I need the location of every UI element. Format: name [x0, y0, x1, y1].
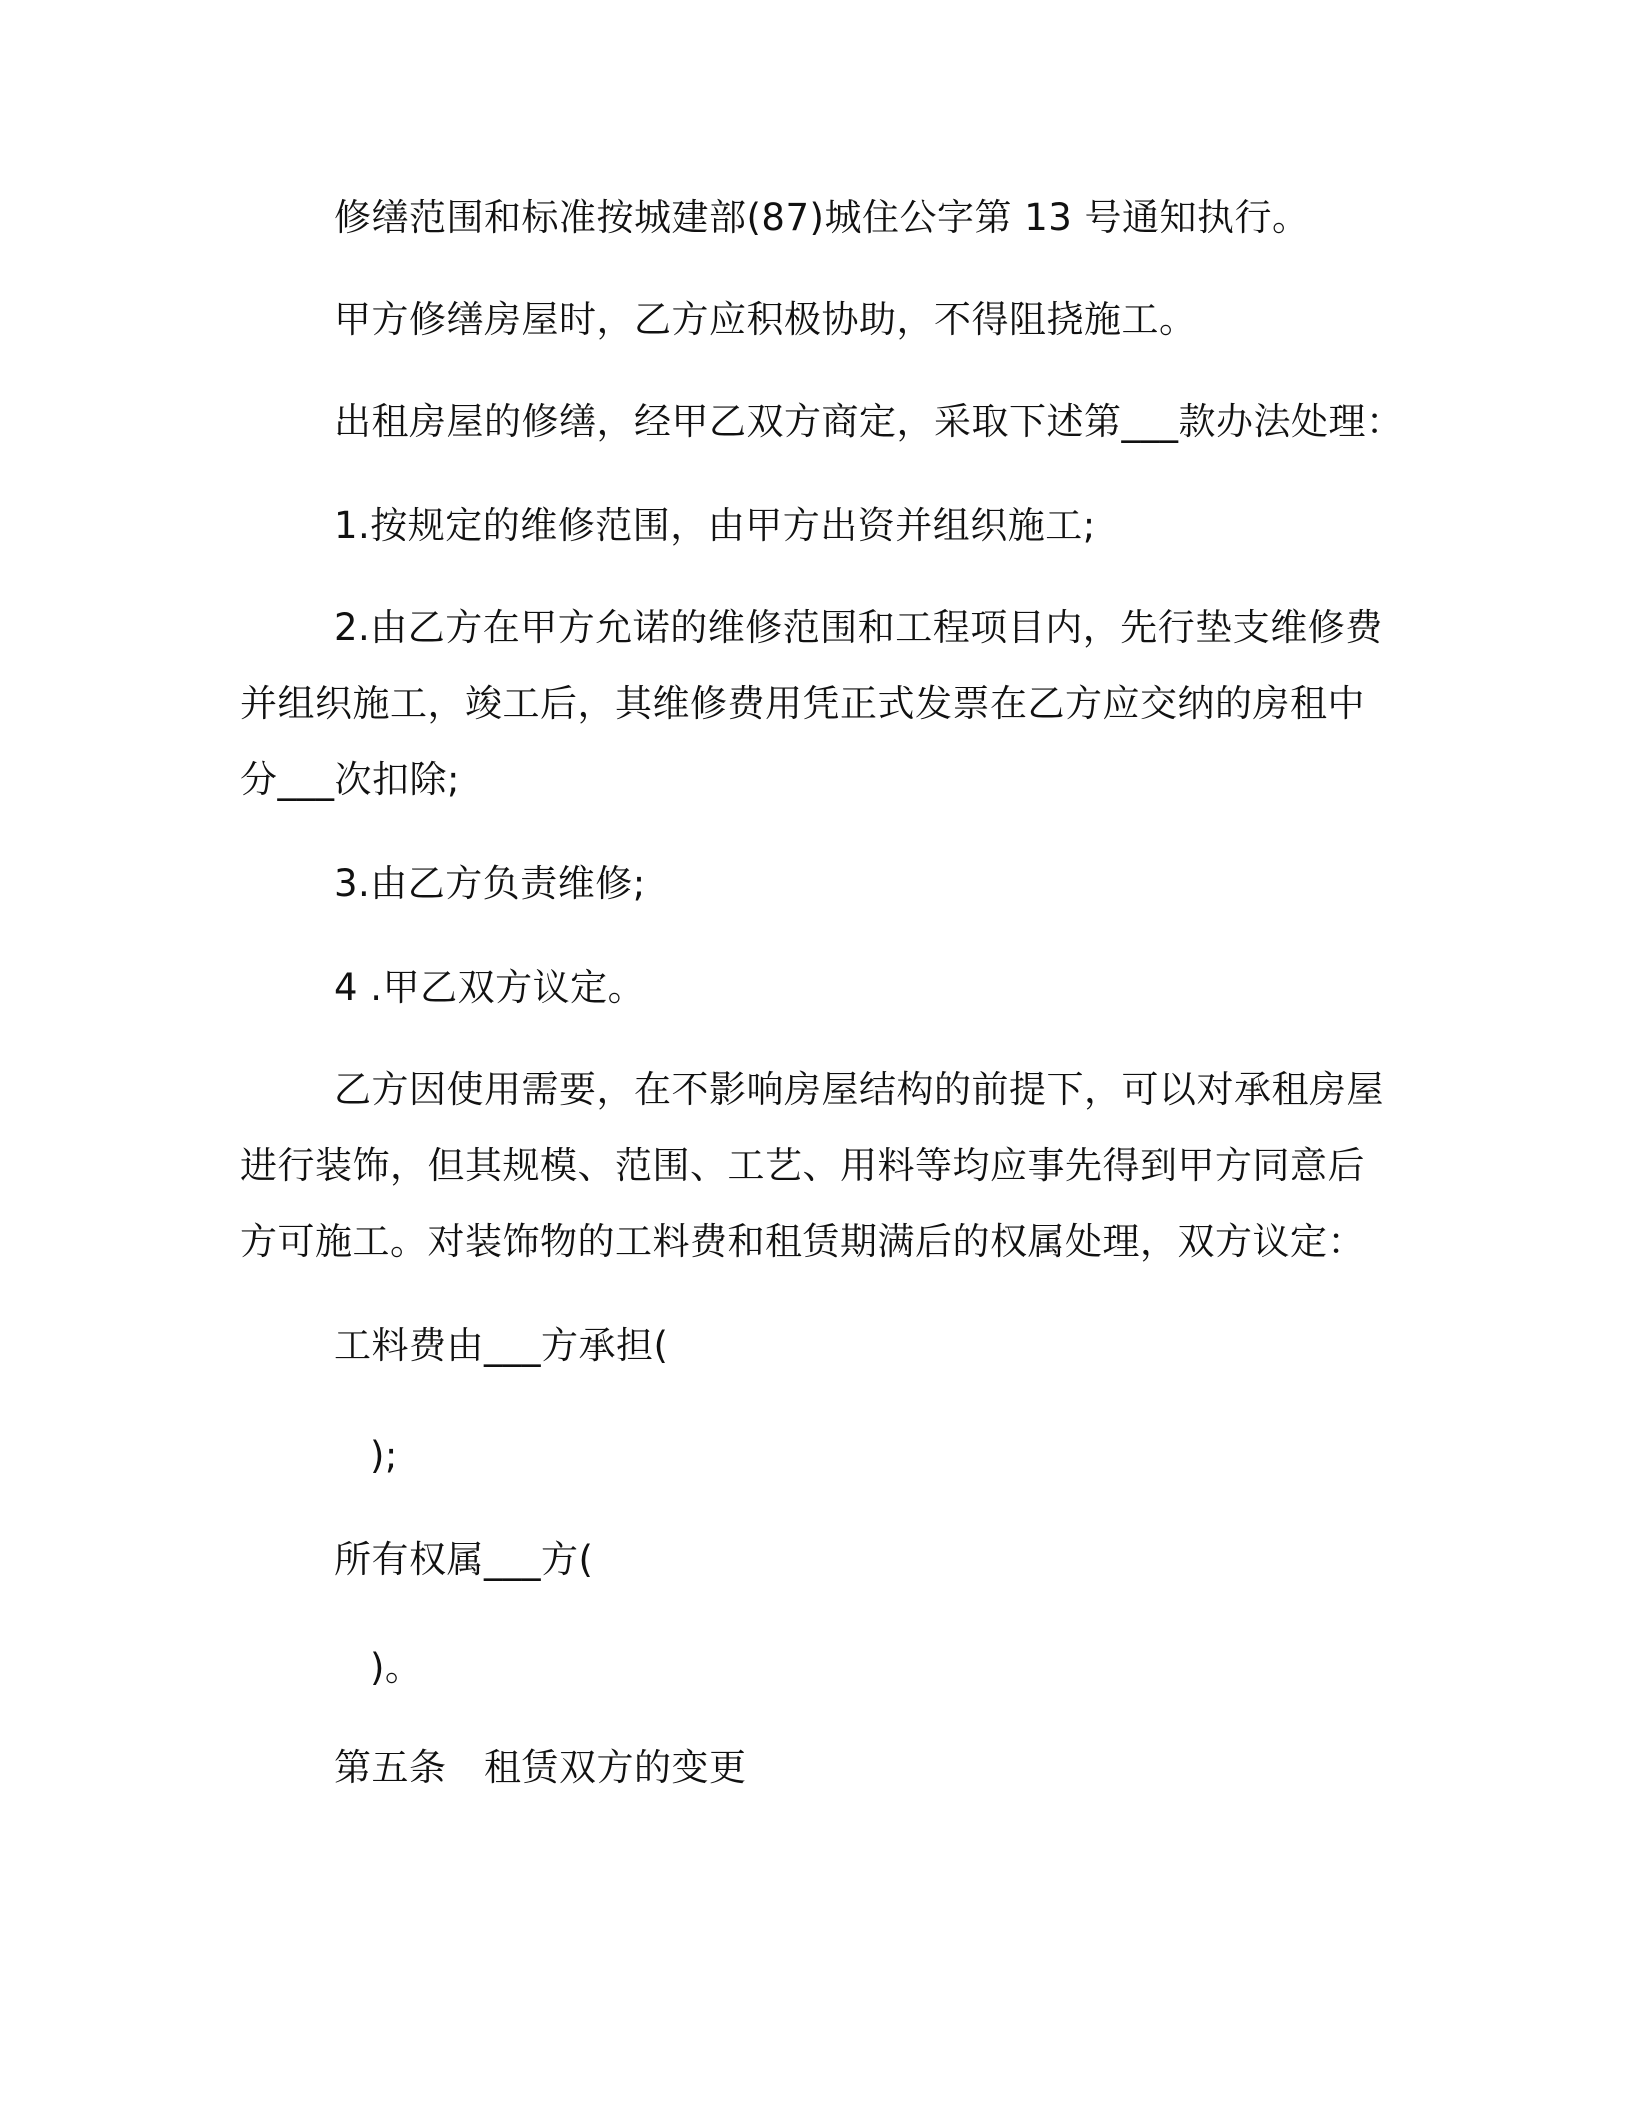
text-line-option-2-cont-1: 并组织施工，竣工后，其维修费用凭正式发票在乙方应交纳的房租中 — [240, 682, 1365, 725]
text-line-option-4: 4 .甲乙双方议定。 — [334, 966, 646, 1009]
text-line-option-2-cont-2: 分___次扣除; — [240, 758, 460, 801]
text-line-decoration-cont-1: 进行装饰，但其规模、范围、工艺、用料等均应事先得到甲方同意后 — [240, 1144, 1365, 1187]
text-line-labor-cost: 工料费由___方承担( — [334, 1324, 669, 1367]
section-heading-article-5: 第五条 租赁双方的变更 — [334, 1746, 747, 1789]
text-line-repair-method: 出租房屋的修缮，经甲乙双方商定，采取下述第___款办法处理： — [334, 400, 1404, 443]
text-line-decoration-cont-2: 方可施工。对装饰物的工料费和租赁期满后的权属处理，双方议定： — [240, 1220, 1365, 1263]
text-line-option-1: 1.按规定的维修范围，由甲方出资并组织施工; — [334, 504, 1096, 547]
text-line-cooperation: 甲方修缮房屋时，乙方应积极协助，不得阻挠施工。 — [334, 298, 1197, 341]
text-line-labor-cost-close: ); — [370, 1434, 398, 1477]
text-line-decoration: 乙方因使用需要，在不影响房屋结构的前提下，可以对承租房屋 — [334, 1068, 1384, 1111]
text-line-option-2: 2.由乙方在甲方允诺的维修范围和工程项目内，先行垫支维修费 — [334, 606, 1383, 649]
text-line-ownership: 所有权属___方( — [334, 1538, 594, 1581]
text-line-option-3: 3.由乙方负责维修; — [334, 862, 646, 905]
text-line-repair-standard: 修缮范围和标准按城建部(87)城住公字第 13 号通知执行。 — [334, 196, 1310, 239]
text-line-ownership-close: )。 — [370, 1646, 423, 1689]
